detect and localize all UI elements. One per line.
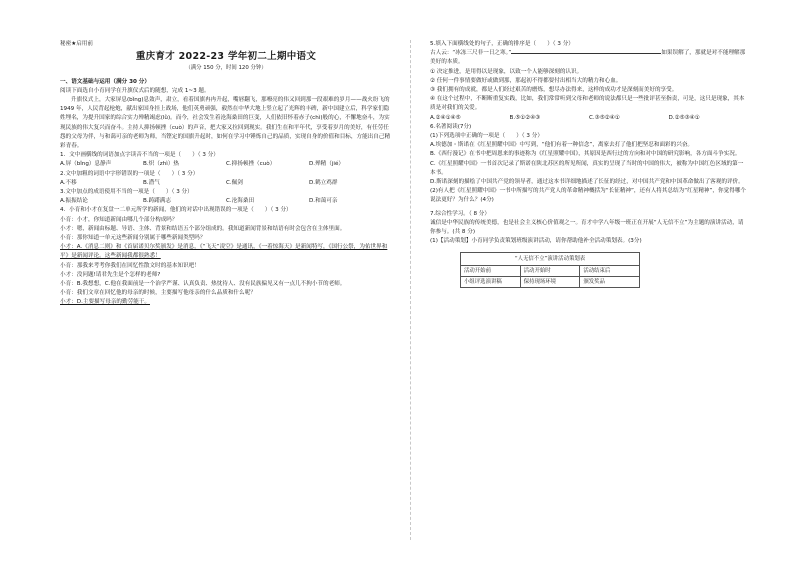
answer-blank[interactable] bbox=[511, 53, 661, 54]
option-a[interactable]: A.埃德加・斯诺在《红星照耀中国》中写到，“他们有着一种信念”，离家去打了他们把坚忍和面彩的兴奋。 bbox=[430, 142, 694, 149]
page-title: 重庆育才 2022-23 学年初二上期中语文 bbox=[135, 51, 317, 63]
option-c[interactable]: C.佩剑 bbox=[226, 179, 243, 186]
plan-table-title: “人无信不立”演讲活动策划表 bbox=[460, 252, 640, 265]
table-cell: 活动开始前 bbox=[461, 266, 521, 277]
option-d[interactable]: D.鹤立鸡群 bbox=[309, 179, 338, 186]
option-a[interactable]: A.振振结论 bbox=[60, 198, 88, 205]
sentence-item: ④ 在这个过程中，不断断重复实践，比如，我们常常听到父母和老师的说法都只是一些批评甚至指责，可是，这只是现象，其本质是对我们的关爱。 bbox=[430, 96, 745, 112]
table-cell[interactable]: 小组评选演讲稿 bbox=[461, 277, 521, 288]
question-6-heading: 6.名著阅读(7分) bbox=[430, 123, 472, 130]
plan-table-wrapper bbox=[460, 252, 640, 288]
table-row bbox=[461, 266, 640, 277]
dialog-line: 小才：A.《消息二则》和《首届诺贝尔奖颁发》是消息，《“飞天”凌空》是通讯，《一着惊海天》是新闻特写，《国行公祭，为佑世界和平》是新闻评论。这些新闻我都很熟悉！ bbox=[60, 244, 388, 260]
dialog-line: 小育：小才，你知道新闻由哪几个部分构成吗？ bbox=[60, 216, 178, 223]
plan-table bbox=[460, 265, 640, 288]
question-5-lead bbox=[430, 49, 748, 67]
dialog-line: 小才：嗯，新闻由标题、导语、主体、背景和结语五个部分组成的。我知道新闻背景和结语有时会包含在主体里面。 bbox=[60, 225, 346, 232]
option-b[interactable]: B.《西行漫记》在书中把周恩来的事迹称为《红星照耀中国》，其原因是西行过的方向和对中国的研究影响，各方面斗争实况。 bbox=[430, 151, 741, 158]
option-d[interactable]: D.②⑤③④① bbox=[668, 114, 700, 121]
option-d[interactable]: D.斯诺深刻的描绘了中国共产党的领导者，通过这本书详细地描述了长征的经过，对中国共产党和中国革命做出了客观的评价。 bbox=[430, 179, 744, 186]
question-4: 4．小育和小才在复盘一二单元所学的新闻，他们的对话中出现错误的一项是（ ）（ 3 分） bbox=[60, 207, 292, 214]
option-d[interactable]: D.和蔼可亲 bbox=[309, 198, 338, 205]
dialog-line: 小育：那我来考考你我们在回忆性散文时的基本知识吧！ bbox=[60, 262, 200, 269]
question-1: 1．文中画横线的词语加点字读音不当的一项是（ ）（ 3 分） bbox=[60, 152, 219, 159]
option-c[interactable]: C.《红星照耀中国》一书首次记录了斯诺在陕北苏区的所见所闻，真实的呈现了当时的中国的伟大，被称为中国红色区域的第一本书。 bbox=[430, 160, 744, 176]
question-5-options bbox=[430, 114, 748, 123]
table-cell[interactable]: 颁发奖品 bbox=[580, 277, 640, 288]
question-6-part-1: (1)下列选项中正确的一项是（ ）（ 3 分） bbox=[430, 133, 543, 140]
question-7-intro: 诚信是中华民族的传统美德，也是社会主义核心价值观之一。育才中学八年级一班正在开展“人无信不立”为主题的演讲活动，请你参与。(共 8 分) bbox=[430, 219, 744, 236]
sentence-item: ③ 我们拥有的成就，都是人们经过艰苦的磨炼，想尽办法得来，这样的成功才是深刻而美好的享受。 bbox=[430, 87, 678, 94]
question-7-part-1: (1)【活动策划】小育同学负责策划班级演讲活动，请你帮助他补全活动策划表。(3分) bbox=[430, 238, 642, 245]
question-6-part-2: (2)有人把《红星照耀中国》一书中所描写的共产党人的革命精神概括为“长征精神”，还有人将其总结为“红星精神”，你觉得哪个说法更好？为什么？(4分) bbox=[430, 188, 746, 204]
lead-end-text: 如果误解了，那就是对不能理解那美好的本质。 bbox=[430, 50, 746, 66]
option-b[interactable]: B.踌躇满志 bbox=[143, 198, 171, 205]
right-column bbox=[430, 40, 748, 288]
option-c[interactable]: C.沧海桑田 bbox=[226, 198, 255, 205]
option-d[interactable]: D.殚精（jié） bbox=[309, 161, 345, 168]
dialog-line: 小才：D.主要描写母亲的勤劳能干。 bbox=[60, 299, 150, 306]
option-b[interactable]: B.⑤①②④③ bbox=[509, 114, 541, 121]
left-column bbox=[60, 40, 392, 308]
secret-label: 秘密★启用前 bbox=[60, 41, 93, 47]
sentence-item: ② 任何一件事情要做好或做到那，那起初不得都要付出相当大的精力和心血。 bbox=[430, 77, 622, 84]
section-heading: 一、语文基础与运用（满分 30 分） bbox=[60, 78, 150, 85]
question-3: 3.文中加点的成语使用不当的一项是（ ）（ 3 分） bbox=[60, 189, 193, 196]
option-a[interactable]: A.屏（bǐng）息静声 bbox=[60, 161, 112, 168]
question-2-options bbox=[60, 179, 392, 188]
lead-text: 古人云：“冰冻三尺非一日之寒。” bbox=[430, 50, 512, 57]
option-a[interactable]: A.②④①④⑤ bbox=[430, 114, 461, 121]
table-cell: 活动结束后 bbox=[580, 266, 640, 277]
dialog-line: 小育：我们文章在回忆他的母亲的时候，主要描写他母亲的什么品质和什么呢？ bbox=[60, 290, 256, 297]
dialog-line: 小育：那你知道一单元这些新闻分别属于哪些新闻类型吗？ bbox=[60, 235, 206, 242]
question-7-heading: 7.综合性学习。（ 8 分） bbox=[430, 210, 490, 217]
question-2: 2.文中加粗的词语中字形错误的一项是（ ）（ 3 分） bbox=[60, 170, 199, 177]
option-c[interactable]: C.③⑤②④① bbox=[589, 114, 620, 121]
table-row bbox=[461, 277, 640, 288]
question-1-options bbox=[60, 160, 392, 169]
option-b[interactable]: B.潜气 bbox=[143, 179, 160, 186]
dialog-line: 小育：B.我想想，C.他在我面前是一个治学严谨、认真负责、热忱待人、没有民族偏见又有一点儿不拘小节的老师。 bbox=[60, 281, 346, 288]
exam-subtitle: （满分 150 分，时间 120 分钟） bbox=[185, 65, 267, 72]
column-divider bbox=[410, 40, 411, 540]
section-intro: 阅读下面选自小育同学在升旗仪式后的随想，完成 1~3 题。 bbox=[60, 87, 210, 94]
sentence-item: ① 决定推进，是用得以是现象，以致一个人能够深刻的认识。 bbox=[430, 68, 583, 75]
dialog-line: 小才：没问题!请君先生是个怎样的老师? bbox=[60, 271, 161, 278]
table-cell[interactable]: 保持现场环境 bbox=[520, 277, 580, 288]
table-cell: 活动开始时 bbox=[520, 266, 580, 277]
option-b[interactable]: B.炽（zhì）热 bbox=[143, 161, 180, 168]
question-3-options bbox=[60, 197, 392, 206]
question-5: 5.填入下面横线处的句子，正确的排序是（ ）（ 3 分） bbox=[430, 41, 574, 47]
reading-passage: 升旗仪式上，大家屏息(bǐng)息敛声，肃立，看着国旗冉冉升起，嘴唇翻飞，那嘹亮的伟又回到那一段艰难的岁月——战火纷飞的 1949 年，人民背起枪炮，献出家国身挂上战场，他们英勇顽强，毅然在中华大地上竖立起了光辉的丰碑，新中国建立后，科学家们隐姓埋名，为提升国家的综合实力殚精竭虑(lǜ)。而今，社会发生着沧海桑田的巨变，人们依旧怀着赤子(chì)般的心，不懈地奋斗，为实现民族的伟大复兴而奋斗。主持人抑扬顿挫（cuò）的声音，把大家又拉回到现实。我们生在和平年代，享受着岁月的美好，有任劳任怨的父母为伴，与和蔼可亲的老师为师，当铿定的国旗升起时，如何在学习中锤炼自己的品质，实现自身的价值和目标，方能出自己精彩青春。 bbox=[60, 97, 391, 150]
option-a[interactable]: A.不移 bbox=[60, 179, 77, 186]
option-c[interactable]: C.抑扬顿挫（cuò） bbox=[226, 161, 276, 168]
